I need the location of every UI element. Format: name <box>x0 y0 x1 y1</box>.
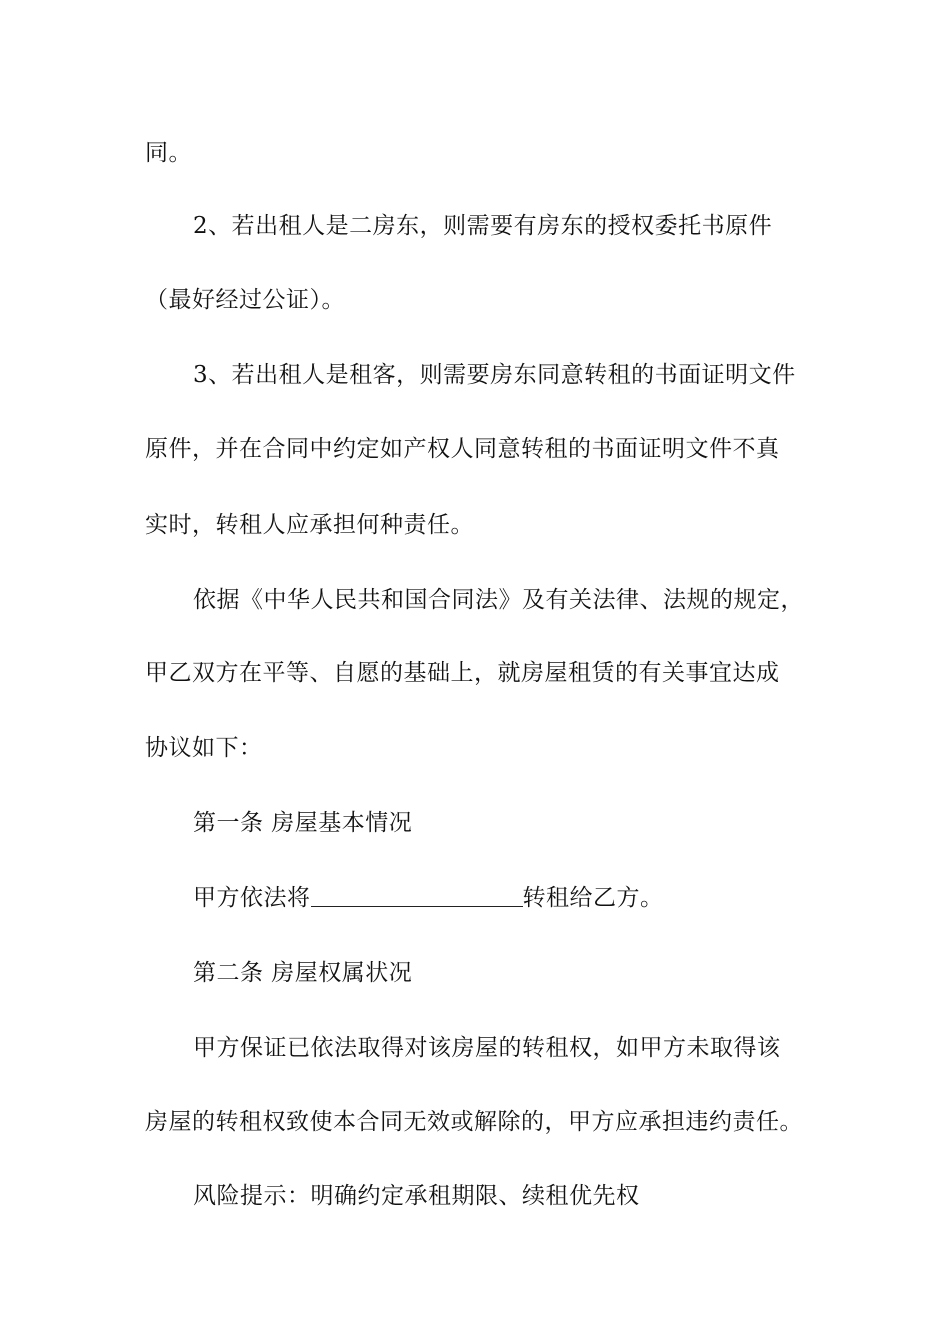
text-line: 实时，转租人应承担何种责任。 <box>145 512 474 538</box>
article-heading: 第一条 房屋基本情况 <box>193 810 413 836</box>
blank-field <box>311 884 523 907</box>
fill-in-suffix: 转租给乙方。 <box>522 885 664 911</box>
text-line: 原件，并在合同中约定如产权人同意转租的书面证明文件不真 <box>145 436 780 462</box>
text-line: 协议如下： <box>145 735 263 761</box>
text-line: 依据《中华人民共和国合同法》及有关法律、法规的规定， <box>193 587 804 613</box>
text-line: 风险提示：明确约定承租期限、续租优先权 <box>193 1183 640 1209</box>
fill-in-prefix: 甲方依法将 <box>193 885 311 911</box>
text-line: 同。 <box>145 140 192 166</box>
text-line: 2、若出租人是二房东，则需要有房东的授权委托书原件 <box>193 213 773 239</box>
text-line: 房屋的转租权致使本合同无效或解除的，甲方应承担违约责任。 <box>145 1109 803 1135</box>
fill-in-line <box>193 883 664 913</box>
text-line: 3、若出租人是租客，则需要房东同意转租的书面证明文件 <box>193 362 796 388</box>
text-line: 甲方保证已依法取得对该房屋的转租权，如甲方未取得该 <box>193 1035 781 1061</box>
text-line: 甲乙双方在平等、自愿的基础上，就房屋租赁的有关事宜达成 <box>145 660 780 686</box>
article-heading: 第二条 房屋权属状况 <box>193 960 413 986</box>
text-line: （最好经过公证）。 <box>145 287 345 313</box>
